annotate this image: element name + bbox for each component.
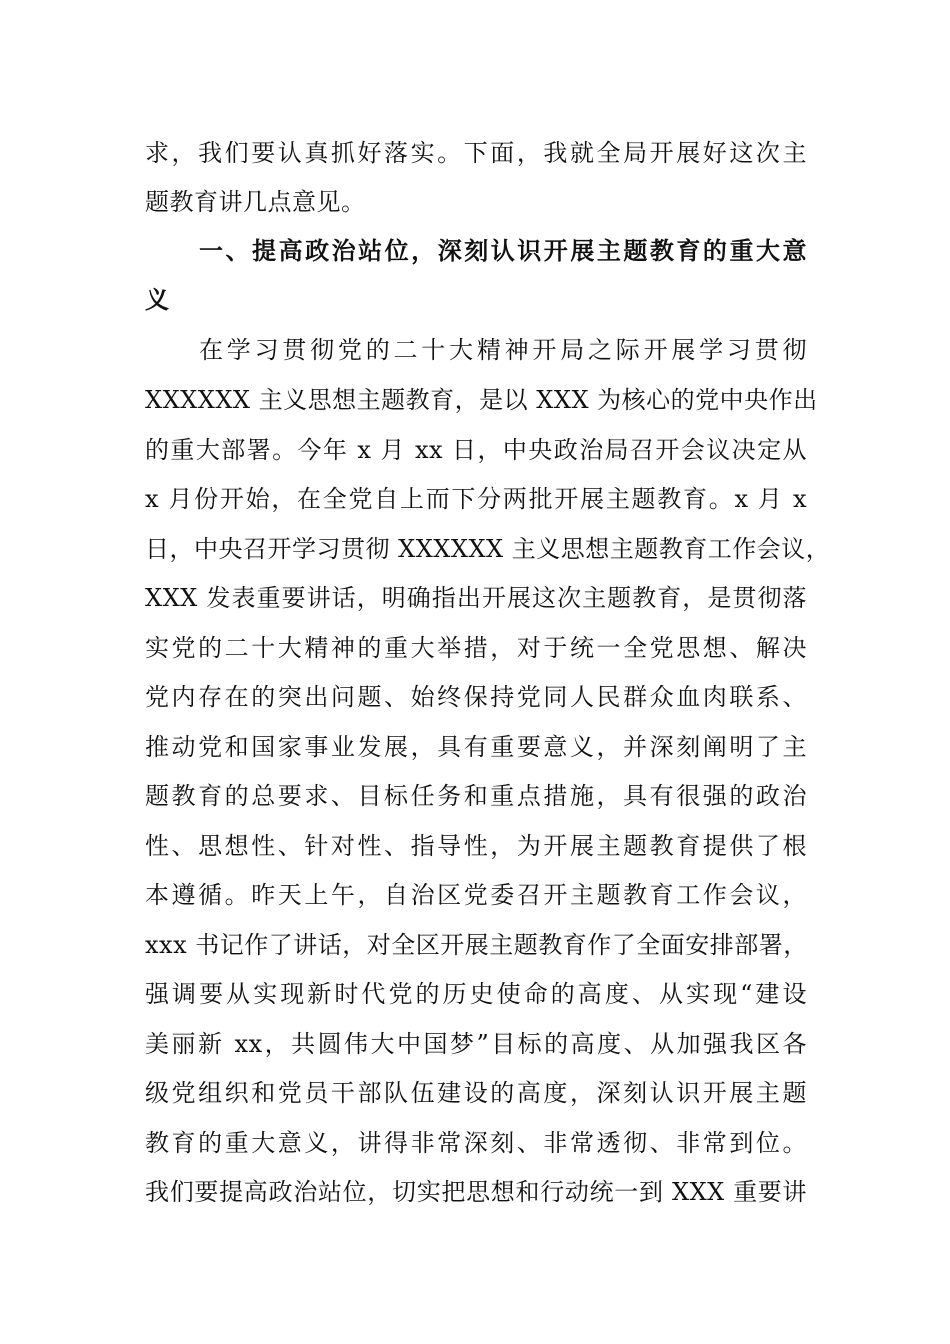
text-line: xxx 书记作了讲话，对全区开展主题教育作了全面安排部署，	[145, 931, 808, 959]
paragraph-first-line: 在学习贯彻党的二十大精神开局之际开展学习贯彻	[199, 336, 807, 364]
text-line: 本遵循。昨天上午，自治区党委召开主题教育工作会议，	[145, 881, 807, 909]
text-line: 我们要提高政治站位，切实把思想和行动统一到 XXX 重要讲	[145, 1178, 807, 1206]
text-line: XXXXXX 主义思想主题教育，是以 XXX 为核心的党中央作出	[145, 386, 818, 414]
text-line: 强调要从实现新时代党的历史使命的高度、从实现“建设	[145, 980, 807, 1008]
text-line: x 月份开始，在全党自上而下分两批开展主题教育。x 月 x	[145, 485, 807, 513]
section-heading: 一、提高政治站位，深刻认识开展主题教育的重大意	[199, 237, 807, 265]
text-line: 的重大部署。今年 x 月 xx 日，中央政治局召开会议决定从	[145, 436, 807, 464]
text-line: 题教育的总要求、目标任务和重点措施，具有很强的政治	[145, 782, 807, 810]
text-line: 求，我们要认真抓好落实。下面，我就全局开展好这次主	[145, 139, 807, 167]
text-line: 实党的二十大精神的重大举措，对于统一全党思想、解决	[145, 634, 807, 662]
text-line: 题教育讲几点意见。	[145, 188, 366, 216]
text-line: 教育的重大意义，讲得非常深刻、非常透彻、非常到位。	[145, 1129, 807, 1157]
text-line: 推动党和国家事业发展，具有重要意义，并深刻阐明了主	[145, 733, 807, 761]
text-line: XXX 发表重要讲话，明确指出开展这次主题教育，是贯彻落	[145, 584, 807, 612]
text-line: 美丽新 xx，共圆伟大中国梦”目标的高度、从加强我区各	[145, 1030, 807, 1058]
section-heading-continuation: 义	[145, 286, 170, 314]
text-line: 党内存在的突出问题、始终保持党同人民群众血肉联系、	[145, 683, 807, 711]
text-line: 性、思想性、针对性、指导性，为开展主题教育提供了根	[145, 832, 807, 860]
text-line: 日，中央召开学习贯彻 XXXXXX 主义思想主题教育工作会议，	[145, 535, 831, 563]
text-line: 级党组织和党员干部队伍建设的高度，深刻认识开展主题	[145, 1079, 807, 1107]
